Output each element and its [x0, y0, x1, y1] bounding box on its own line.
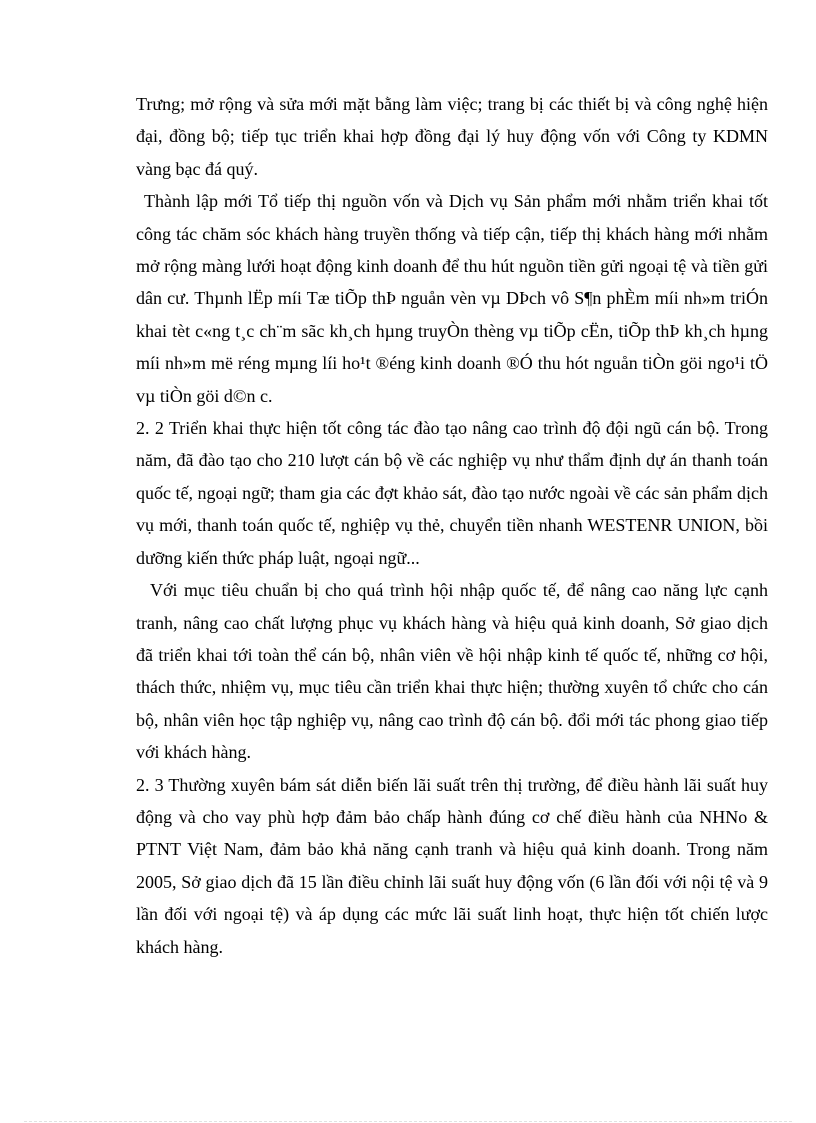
- paragraph-marketing-team: Thành lập mới Tổ tiếp thị nguồn vốn và Dịch vụ Sản phẩm mới nhằm triển khai tốt công tác chăm sóc khách hàng truyền thống và tiếp cận, tiếp thị khách hàng mới nhằm mở rộng màng lưới hoạt động kinh doanh để thu hút nguồn tiền gửi ngoại tệ và tiền gửi dân cư. Thµnh lËp míi Tæ tiÕp thÞ nguån vèn vµ DÞch vô S¶n phÈm míi nh»m triÓn khai tèt c«ng t¸c ch¨m sãc kh¸ch hµng truyÒn thèng vµ tiÕp cËn, tiÕp thÞ kh¸ch hµng míi nh»m më réng mµng líi ho¹t ®éng kinh doanh ®Ó thu hót nguån tiÒn göi ngo¹i tÖ vµ tiÒn göi d©n c.: [136, 191, 768, 406]
- paragraph-facility-upgrade: Trưng; mở rộng và sửa mới mặt bằng làm việc; trang bị các thiết bị và công nghệ hiện đại, đồng bộ; tiếp tục triển khai hợp đồng đại lý huy động vốn với Công ty KDMN vàng bạc đá quý.: [136, 94, 768, 179]
- page-bottom-divider: [24, 1121, 792, 1122]
- paragraph-interest-rates: 2. 3 Thường xuyên bám sát diễn biến lãi suất trên thị trường, để điều hành lãi suất huy động và cho vay phù hợp đảm bảo chấp hành đúng cơ chế điều hành của NHNo & PTNT Việt Nam, đảm bảo khả năng cạnh tranh và hiệu quả kinh doanh. Trong năm 2005, Sở giao dịch đã 15 lần điều chỉnh lãi suất huy động vốn (6 lần đối với nội tệ và 9 lần đối với ngoại tệ) và áp dụng các mức lãi suất linh hoạt, thực hiện tốt chiến lược khách hàng.: [136, 774, 768, 957]
- paragraph-international-integration: Với mục tiêu chuẩn bị cho quá trình hội nhập quốc tế, để nâng cao năng lực cạnh tranh, nâng cao chất lượng phục vụ khách hàng và hiệu quả kinh doanh, Sở giao dịch đã triển khai tới toàn thể cán bộ, nhân viên về hội nhập kinh tế quốc tế, những cơ hội, thách thức, nhiệm vụ, mục tiêu cần triển khai thực hiện; thường xuyên tổ chức cho cán bộ, nhân viên học tập nghiệp vụ, nâng cao trình độ cán bộ. đổi mới tác phong giao tiếp với khách hàng.: [136, 580, 768, 763]
- document-body: [136, 88, 768, 963]
- paragraph-staff-training: 2. 2 Triển khai thực hiện tốt công tác đào tạo nâng cao trình độ đội ngũ cán bộ. Trong năm, đã đào tạo cho 210 lượt cán bộ về các nghiệp vụ như thẩm định dự án thanh toán quốc tế, ngoại ngữ; tham gia các đợt khảo sát, đào tạo nước ngoài về các sản phẩm dịch vụ mới, thanh toán quốc tế, nghiệp vụ thẻ, chuyển tiền nhanh WESTENR UNION, bồi dưỡng kiến thức pháp luật, ngoại ngữ...: [136, 418, 768, 568]
